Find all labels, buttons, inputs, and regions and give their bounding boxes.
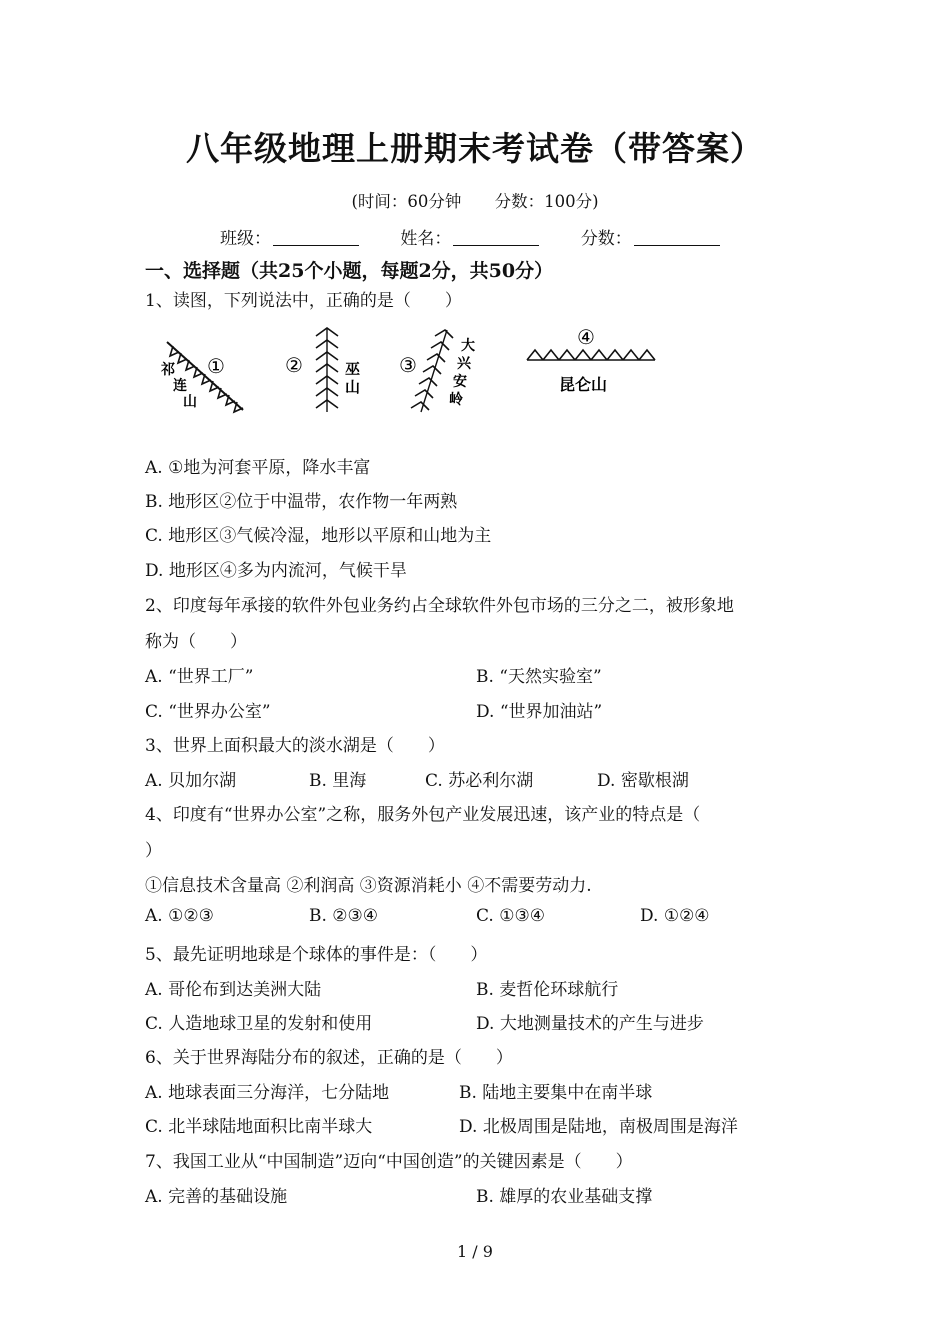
q2-stem-line-2: 称为（ ） xyxy=(145,632,247,652)
mountain-2-symbol xyxy=(316,328,338,412)
q5-option-b[interactable]: B. 麦哲伦环球航行 xyxy=(476,980,619,1000)
mountain-3-name-2: 兴 xyxy=(457,355,471,371)
mountain-1-name-2: 连 xyxy=(173,377,187,393)
mountain-3-number: ③ xyxy=(399,353,417,377)
name-label: 姓名： xyxy=(400,229,452,249)
mountain-1-name-3: 山 xyxy=(183,393,197,409)
score-label: 分数： xyxy=(580,229,632,249)
mountain-3-name-4: 岭 xyxy=(449,391,463,407)
class-blank[interactable] xyxy=(273,229,359,246)
q5-stem: 5、最先证明地球是个球体的事件是：（ ） xyxy=(145,945,488,965)
q1-stem: 1、读图，下列说法中，正确的是（ ） xyxy=(145,291,462,311)
mountain-1-name-1: 祁 xyxy=(161,361,175,377)
mountain-3-name-3: 安 xyxy=(453,373,467,389)
section-title: 一、选择题（共25个小题，每题2分，共50分） xyxy=(145,260,554,282)
exam-subtitle xyxy=(0,188,950,212)
q7-option-a[interactable]: A. 完善的基础设施 xyxy=(145,1187,288,1207)
mountain-2-name-2: 山 xyxy=(345,379,361,396)
q4-stem-line-2: ） xyxy=(145,841,162,861)
q4-stem-line-1: 4、印度有“世界办公室”之称，服务外包产业发展迅速，该产业的特点是（ xyxy=(145,805,701,825)
q5-option-a[interactable]: A. 哥伦布到达美洲大陆 xyxy=(145,980,322,1000)
q1-option-c[interactable]: C. 地形区③气候冷湿，地形以平原和山地为主 xyxy=(145,526,492,546)
score-blank[interactable] xyxy=(634,229,720,246)
q1-option-a[interactable]: A. ①地为河套平原，降水丰富 xyxy=(145,458,371,478)
q3-option-b[interactable]: B. 里海 xyxy=(309,771,367,791)
q2-stem-line-1: 2、印度每年承接的软件外包业务约占全球软件外包市场的三分之二，被形象地 xyxy=(145,596,734,616)
q2-option-b[interactable]: B. “天然实验室” xyxy=(476,667,602,687)
q4-option-b[interactable]: B. ②③④ xyxy=(309,906,379,926)
mountain-4-name: 昆仑山 xyxy=(559,377,608,394)
q7-option-b[interactable]: B. 雄厚的农业基础支撑 xyxy=(476,1187,653,1207)
q6-option-c[interactable]: C. 北半球陆地面积比南半球大 xyxy=(145,1117,373,1137)
q4-statements: ①信息技术含量高 ②利润高 ③资源消耗小 ④不需要劳动力. xyxy=(145,876,592,896)
page-number: 1 / 9 xyxy=(457,1242,493,1261)
mountain-4-symbol xyxy=(527,350,655,360)
class-field xyxy=(220,224,359,249)
mountains-figure xyxy=(155,320,665,425)
mountain-1-number: ① xyxy=(207,354,225,378)
mountain-4-number: ④ xyxy=(577,325,595,349)
name-blank[interactable] xyxy=(453,229,539,246)
q6-option-d[interactable]: D. 北极周围是陆地，南极周围是海洋 xyxy=(459,1117,738,1137)
q3-option-a[interactable]: A. 贝加尔湖 xyxy=(145,771,237,791)
q4-option-c[interactable]: C. ①③④ xyxy=(476,906,545,926)
score-field xyxy=(581,224,720,249)
q7-stem: 7、我国工业从“中国制造”迈向“中国创造”的关键因素是（ ） xyxy=(145,1152,633,1172)
name-field xyxy=(400,224,539,249)
mountain-2-number: ② xyxy=(285,353,303,377)
class-label: 班级： xyxy=(220,229,271,249)
q2-option-a[interactable]: A. “世界工厂” xyxy=(145,667,254,687)
q5-option-c[interactable]: C. 人造地球卫星的发射和使用 xyxy=(145,1014,373,1034)
time-info: (时间：60分钟 xyxy=(351,192,462,211)
page-title: 八年级地理上册期末考试卷（带答案） xyxy=(186,129,764,168)
q1-option-b[interactable]: B. 地形区②位于中温带，农作物一年两熟 xyxy=(145,492,458,512)
mountain-3-name-1: 大 xyxy=(461,337,475,353)
q4-option-a[interactable]: A. ①②③ xyxy=(145,906,214,926)
q6-stem: 6、关于世界海陆分布的叙述，正确的是（ ） xyxy=(145,1048,513,1068)
q3-option-c[interactable]: C. 苏必利尔湖 xyxy=(425,771,534,791)
q2-option-d[interactable]: D. “世界加油站” xyxy=(476,702,603,722)
q3-option-d[interactable]: D. 密歇根湖 xyxy=(597,771,689,791)
q6-option-a[interactable]: A. 地球表面三分海洋，七分陆地 xyxy=(145,1083,390,1103)
q2-option-c[interactable]: C. “世界办公室” xyxy=(145,702,271,722)
student-info xyxy=(220,224,756,249)
mountain-3-symbol xyxy=(411,330,453,412)
q1-option-d[interactable]: D. 地形区④多为内流河，气候干旱 xyxy=(145,561,407,581)
q3-stem: 3、世界上面积最大的淡水湖是（ ） xyxy=(145,736,445,756)
mountain-2-name-1: 巫 xyxy=(345,361,361,378)
score-info: 分数：100分) xyxy=(494,192,599,211)
q5-option-d[interactable]: D. 大地测量技术的产生与进步 xyxy=(476,1014,704,1034)
q4-option-d[interactable]: D. ①②④ xyxy=(640,906,710,926)
q6-option-b[interactable]: B. 陆地主要集中在南半球 xyxy=(459,1083,653,1103)
